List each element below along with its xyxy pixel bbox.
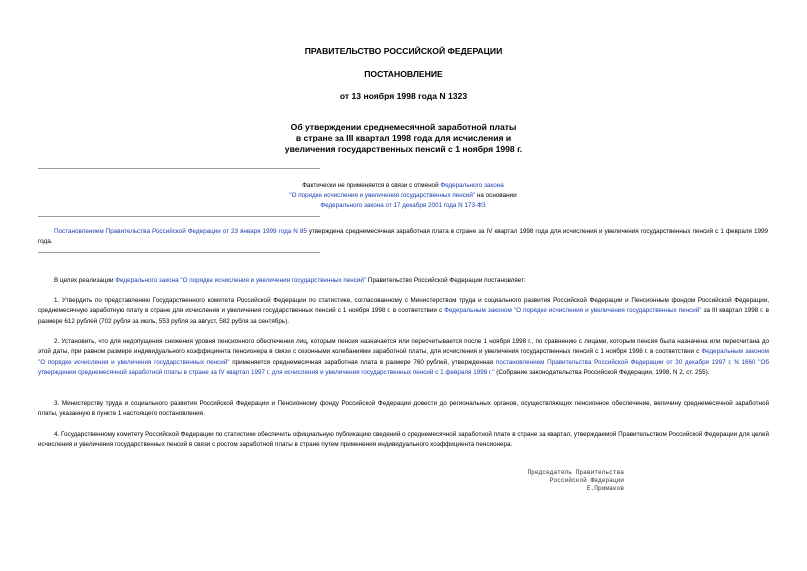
document-title	[0, 122, 807, 155]
paragraph-2-text-end: (Собрание законодательства Российской Федерации, 1998, N 2, ст. 255).	[494, 368, 710, 376]
federal-law-173-link[interactable]: Федерального закона от 17 декабря 2001 года N 173-ФЗ	[320, 202, 486, 209]
signature-position: Председатель Правительства	[527, 469, 624, 476]
resolution-85-link[interactable]: Постановлением Правительства Российской Федерации от 23 января 1999 года N 85	[54, 228, 307, 235]
preamble-law-link[interactable]: Федерального закона "О порядке исчисления и увеличения государственных пенсий"	[115, 277, 367, 284]
paragraph-1-text-end: за III квартал 1998 г. в размере 612 рублей (702 рубля за июль, 553 рубля за август, 582 рубля за сентябрь).	[38, 307, 769, 325]
pension-law-link[interactable]: "О порядке исчисления и увеличения государственных пенсий"	[289, 192, 476, 199]
paragraph-2-text: 2. Установить, что для недопущения снижения уровня пенсионного обеспечения лиц, которым пенсия назначается или пересчитывается после 1 ноября 1998 г., по сравнению с лицами, которым пенсия была назначена или пересчитана до этой даты, при равном размере индивидуального коэффициента пенсионера в связи с сезонными колебаниями заработной платы, для исчисления и увеличения государственных пенсий с 1 ноября 1998 г. в соответствии с	[38, 338, 769, 356]
paragraph-2	[38, 337, 769, 378]
update-note-text: утверждена среднемесячная заработная плата в стране за IV квартал 1998 года для исчисления и увеличения государственных пенсий с 1 февраля 1999 года.	[38, 228, 768, 245]
divider-top	[38, 168, 320, 169]
signature-name: Е.Примаков	[586, 485, 624, 493]
title-line-3: увеличения государственных пенсий с 1 ноября 1998 г.	[284, 144, 523, 154]
paragraph-2-law-link[interactable]: Федеральным законом "О порядке исчисления и увеличения государственных пенсий"	[38, 348, 769, 366]
document-type: ПОСТАНОВЛЕНИЕ	[364, 69, 443, 79]
preamble-paragraph	[38, 276, 769, 286]
paragraph-1-law-link[interactable]: Федеральным законом "О порядке исчисления и увеличения государственных пенсий"	[444, 307, 702, 315]
resolution-1660-link[interactable]: постановлением Правительства Российской Федерации от 30 декабря 1997 г. N 1660 "Об утверждении среднемесячной заработной платы в стране за IV квартал 1997 г. для исчисления и увеличения государственных пенсий с 1 февраля 1998 г."	[38, 358, 770, 376]
signature-block	[514, 469, 624, 494]
status-note	[38, 181, 768, 211]
paragraph-4: 4. Государственному комитету Российской Федерации по статистике обеспечить официальную публикацию сведений о среднемесячной заработной плате в стране за квартал, утверждаемой Правительством Российской Федерации для целей исчисления и увеличения государственных пенсий в связи с ростом заработной платы в стране путем применения индивидуального коэффициента пенсионера.	[38, 431, 769, 449]
paragraph-1-text: 1. Утвердить по представлению Государственного комитета Российской Федерации по статистике, согласованному с Министерством труда и социального развития Российской Федерации и Пенсионным фондом Российской Федерации, среднемесячную заработную плату в стране для исчисления и увеличения государственных пенсий с 1 ноября 1998 г. в соответствии с	[38, 297, 769, 315]
signature-country: Российской Федерации	[549, 477, 624, 485]
paragraph-3: 3. Министерству труда и социального развития Российской Федерации и Пенсионному фонду Российской Федерации довести до региональных органов, осуществляющих пенсионное обеспечение, величину среднемесячной заработной платы, указанную в пункте 1 настоящего постановления.	[38, 400, 769, 418]
status-note-text: Фактически не применяется в связи с отменой	[302, 182, 441, 189]
document-date-number: от 13 ноября 1998 года N 1323	[339, 91, 468, 101]
status-note-basis: на основании	[475, 192, 517, 199]
paragraph-2-text-mid: применяется среднемесячная заработная плата в размере 760 рублей, утвержденная	[229, 358, 496, 366]
update-note	[38, 227, 768, 247]
preamble-text: В целях реализации	[54, 277, 116, 284]
divider-middle	[38, 216, 320, 217]
issuing-authority: ПРАВИТЕЛЬСТВО РОССИЙСКОЙ ФЕДЕРАЦИИ	[304, 46, 503, 56]
divider-bottom	[38, 252, 320, 253]
preamble-text-end: Правительство Российской Федерации постановляет:	[366, 277, 526, 284]
paragraph-1	[38, 296, 769, 327]
federal-law-link[interactable]: Федерального закона	[440, 182, 504, 189]
title-line-1: Об утверждении среднемесячной заработной платы	[290, 122, 517, 132]
title-line-2: в стране за III квартал 1998 года для исчисления и	[295, 133, 512, 143]
